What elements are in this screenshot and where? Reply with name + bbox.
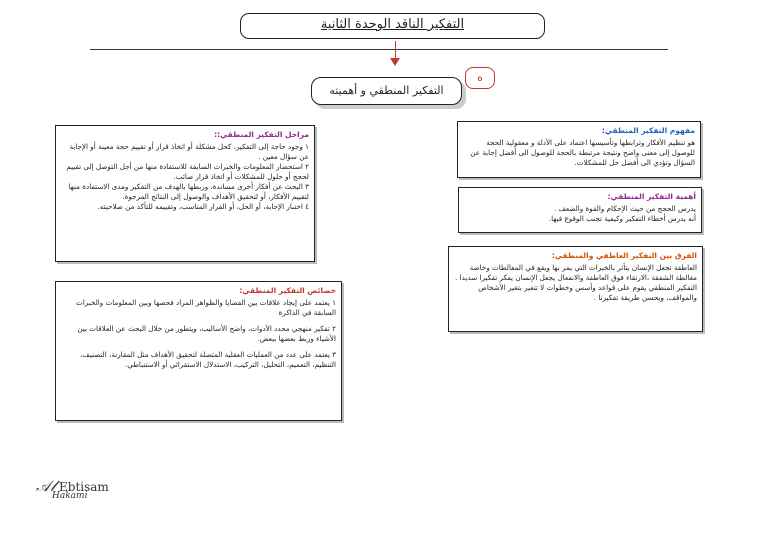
divider-line (90, 49, 668, 50)
importance-line-1: يدرس الحجج من حيث الإحكام والقوة والضعف . (553, 204, 696, 213)
concept-title: مفهوم التفكير المنطقي: (601, 126, 695, 135)
stages-title: مراحل التفكير المنطقي:: (214, 130, 309, 139)
stages-card (55, 125, 315, 262)
trait-item: ١ يعتمد على إيجاد علاقات بين القضايا والظواهر المراد فحصها وبين المعلومات والخبرات السابقة في الذاكرة (76, 298, 336, 317)
traits-card (55, 281, 342, 421)
stage-item: ٤ اختبار الإجابة، أو الحل، أو القرار المناسب، وتقييمه للتأكد من صلاحيته. (97, 202, 309, 211)
subtitle-text: التفكير المنطقي و أهميته (329, 84, 444, 97)
difference-body-2: التفكير المنطقي يقوم على قواعد وأسس وخطوات لا تتغير بتغير الأشخاص والمواقف، ويحسن طريقة تفكيرنا . (478, 283, 697, 302)
signature-prefix: Ebt (59, 480, 81, 494)
importance-card (458, 187, 702, 233)
stage-item: ٢ استحضار المعلومات والخبرات السابقة للاستفادة منها من أجل التوصل إلى تقييم لحجج أو حلول للمشكلات أو اتخاذ قرار صائب. (66, 162, 309, 181)
trait-item: ٣ يعتمد على عدد من العمليات العقلية المتصلة لتحقيق الأهداف مثل المقارنة، التصنيف، التنظيم، التعميم، التحليل، التركيب، الاستدلال الاستقرائي أو الاستنباطي. (80, 350, 336, 369)
arrow-head-icon (390, 58, 400, 66)
importance-title: أهمية التفكير المنطقي: (607, 192, 696, 201)
page-title-text: التفكير الناقد الوحدة الثانية (320, 17, 465, 32)
difference-body-1: العاطفة تجعل الإنسان يتأثر بالخبرات التي يمر بها ويقع في المغالطات وخاصة مغالطة الشفقة ،الارتقاء فوق العاطفة والانفعال يجعل الإنسان يفكر تفكيرا سديدا . (455, 263, 697, 282)
difference-card (448, 246, 703, 332)
traits-title: خصائص التفكير المنطقي: (239, 286, 336, 295)
signature-sub: Hakami (52, 491, 88, 501)
signature-name: isam (80, 480, 109, 494)
stage-item: ١ وجود حاجة إلى التفكير، كحل مشكلة أو اتخاذ قرار أو تقييم حجة معينة أو الإجابة عن سؤال معين . (69, 142, 309, 161)
page-title (240, 13, 545, 39)
concept-body: هو تنظيم الأفكار وترابطها وتأسيسها اعتماد على الأدلة و معقولية الحجة للوصول إلى معنى واضح ونتيجة مرتبطة بالحجة للوصول الى أفضل إجابة عن السؤال وتؤدي الى أفضل حل للمشكلات. (470, 138, 695, 167)
subtitle-box (311, 77, 462, 105)
concept-card (457, 121, 701, 178)
lesson-badge: ه (465, 67, 495, 89)
trait-item: ٢ تفكير منهجي محدد الأدوات، واضح الأساليب، ويتطور من خلال البحث عن العلاقات بين الأشياء وربط بعضها ببعض. (77, 324, 336, 343)
signature-mark: 𝒜𝓁 (36, 477, 56, 495)
importance-line-2: أنه يدرس أخطاء التفكير وكيفية تجنب الوقوع فيها. (548, 214, 696, 223)
difference-title: الفرق بين التفكير العاطفي والمنطقي: (551, 251, 697, 260)
stage-item: ٣ البحث عن أفكار أخرى مساندة، وربطها بالهدف من التفكير ومدى الاستفادة منها لتقييم الأفكار، أو لتحقيق الأهداف والوصول إلى النتائج المرجوة. (68, 182, 309, 201)
author-signature (36, 477, 136, 499)
